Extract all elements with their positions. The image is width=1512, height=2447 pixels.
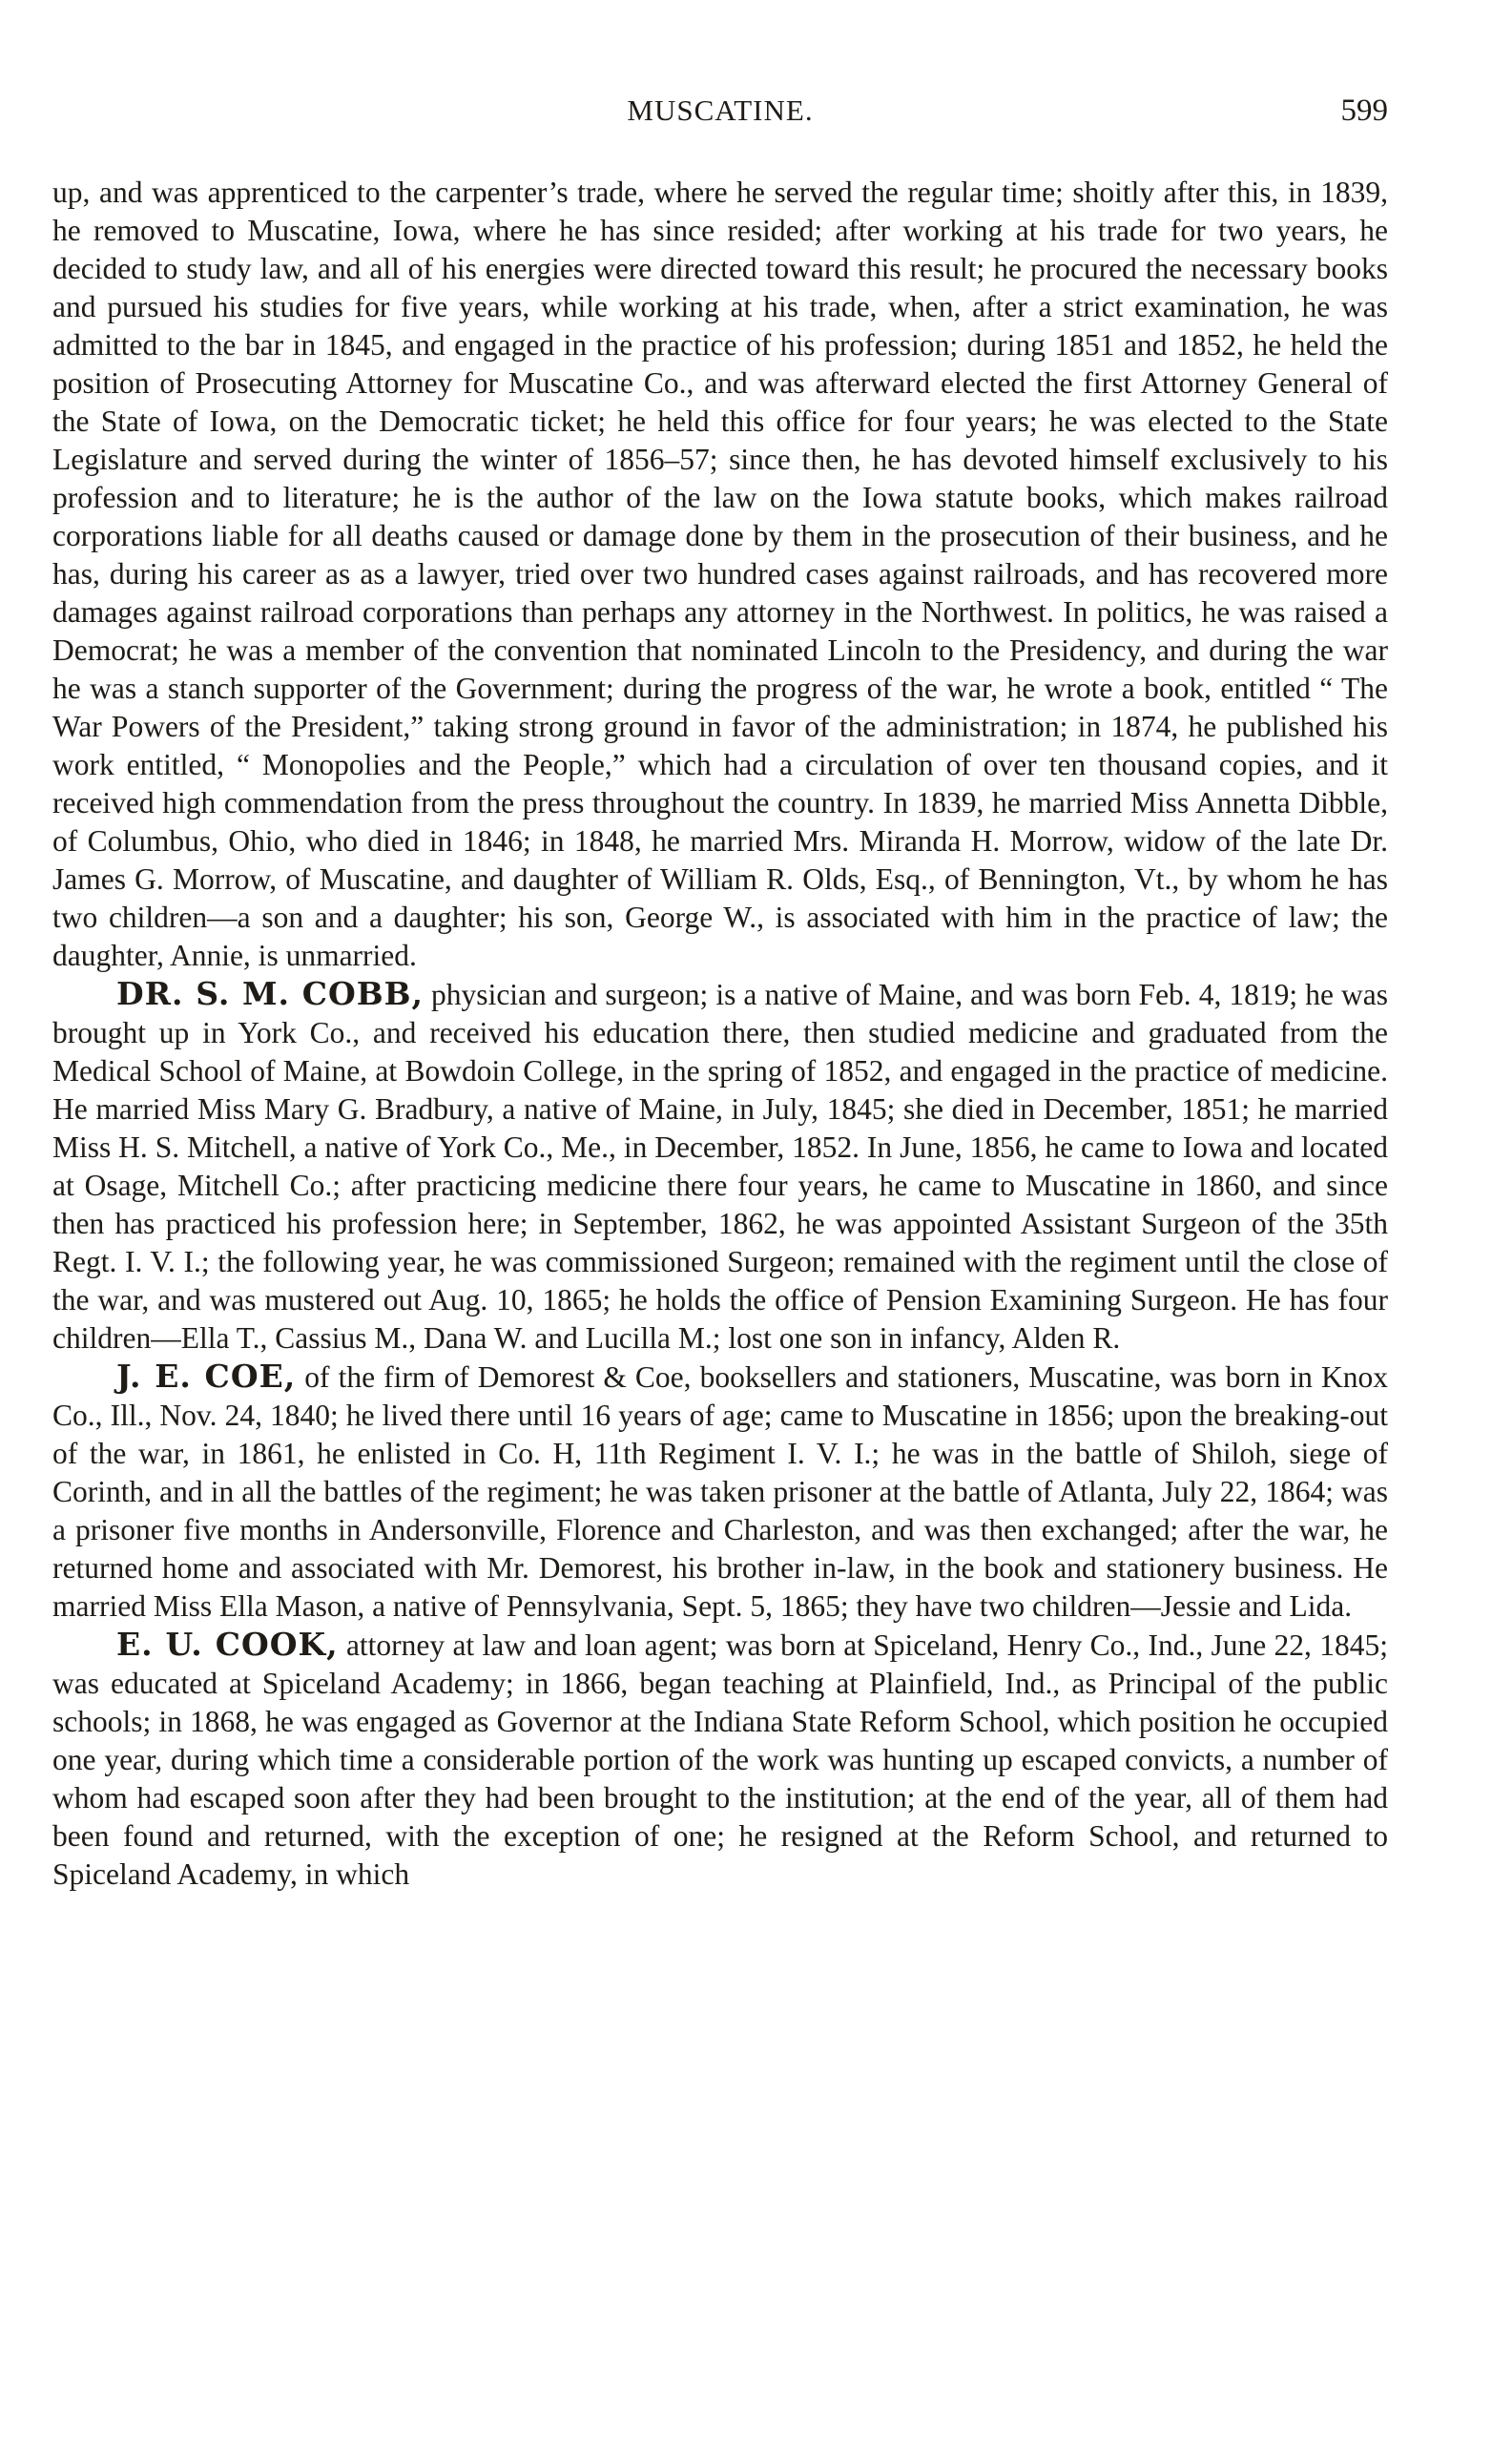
- page-body: [52, 174, 1388, 1894]
- page-number: 599: [1340, 93, 1388, 128]
- biography-cook: [52, 1626, 1388, 1894]
- biography-text: attorney at law and loan agent; was born at Spiceland, Henry Co., Ind., June 22, 1845; was educated at Spiceland Academy; in 1866, began teaching at Plainfield, Ind., as Principal of the public schools; in 1868, he was engaged as Governor at the Indiana State Reform School, which position he occupied one year, during which time a considerable portion of the work was hunting up escaped convicts, a number of whom had escaped soon after they had been brought to the institution; at the end of the year, all of them had been found and returned, with the exception of one; he resigned at the Reform School, and returned to Spiceland Academy, in which: [52, 1628, 1388, 1891]
- paragraph-text: up, and was apprenticed to the carpenter’s trade, where he served the regular time; shoitly after this, in 1839, he removed to Muscatine, Iowa, where he has since resided; after working at his trade for two years, he decided to study law, and all of his energies were directed toward this result; he procured the necessary books and pursued his studies for five years, while working at his trade, when, after a strict examination, he was admitted to the bar in 1845, and engaged in the practice of his profession; during 1851 and 1852, he held the position of Prosecuting Attorney for Muscatine Co., and was afterward elected the first Attorney General of the State of Iowa, on the Democratic ticket; he held this office for four years; he was elected to the State Legislature and served during the winter of 1856–57; since then, he has devoted himself exclusively to his profession and to literature; he is the author of the law on the Iowa statute books, which makes railroad corporations liable for all deaths caused or damage done by them in the prosecution of their business, and he has, during his career as as a lawyer, tried over two hundred cases against railroads, and has recovered more damages against railroad corporations than perhaps any attorney in the Northwest. In politics, he was raised a Democrat; he was a member of the convention that nominated Lincoln to the Presidency, and during the war he was a stanch supporter of the Government; during the progress of the war, he wrote a book, entitled “ The War Powers of the President,” taking strong ground in favor of the administration; in 1874, he published his work entitled, “ Monopolies and the People,” which had a circulation of over ten thousand copies, and it received high commendation from the press throughout the country. In 1839, he married Miss Annetta Dibble, of Columbus, Ohio, who died in 1846; in 1848, he married Mrs. Miranda H. Morrow, widow of the late Dr. James G. Morrow, of Muscatine, and daughter of William R. Olds, Esq., of Bennington, Vt., by whom he has two children—a son and a daughter; his son, George W., is associated with him in the practice of law; the daughter, Annie, is unmarried.: [52, 176, 1388, 972]
- running-title: MUSCATINE.: [627, 93, 814, 127]
- running-head: [52, 93, 1388, 132]
- paragraph-continuation: [52, 174, 1388, 975]
- biography-name: DR. S. M. COBB,: [116, 975, 424, 1012]
- biography-name: J. E. COE,: [116, 1358, 297, 1395]
- biography-name: E. U. COOK,: [116, 1626, 339, 1663]
- biography-coe: [52, 1358, 1388, 1626]
- biography-text: of the firm of Demorest & Coe, booksellers and stationers, Muscatine, was born in Knox Co., Ill., Nov. 24, 1840; he lived there until 16 years of age; came to Muscatine in 1856; upon the breaking-out of the war, in 1861, he enlisted in Co. H, 11th Regiment I. V. I.; he was in the battle of Shiloh, siege of Corinth, and in all the battles of the regiment; he was taken prisoner at the battle of Atlanta, July 22, 1864; was a prisoner five months in Andersonville, Florence and Charleston, and was then exchanged; after the war, he returned home and associated with Mr. Demorest, his brother in-law, in the book and stationery business. He married Miss Ella Mason, a native of Pennsylvania, Sept. 5, 1865; they have two children—Jessie and Lida.: [52, 1360, 1388, 1623]
- biography-text: physician and surgeon; is a native of Maine, and was born Feb. 4, 1819; he was brought up in York Co., and received his education there, then studied medicine and graduated from the Medical School of Maine, at Bowdoin College, in the spring of 1852, and engaged in the practice of medicine. He married Miss Mary G. Bradbury, a native of Maine, in July, 1845; she died in December, 1851; he married Miss H. S. Mitchell, a native of York Co., Me., in December, 1852. In June, 1856, he came to Iowa and located at Osage, Mitchell Co.; after practicing medicine there four years, he came to Muscatine in 1860, and since then has practiced his profession here; in September, 1862, he was appointed Assistant Surgeon of the 35th Regt. I. V. I.; the following year, he was commissioned Surgeon; remained with the regiment until the close of the war, and was mustered out Aug. 10, 1865; he holds the office of Pension Examining Surgeon. He has four children—Ella T., Cassius M., Dana W. and Lucilla M.; lost one son in infancy, Alden R.: [52, 978, 1389, 1355]
- biography-cobb: [52, 975, 1388, 1358]
